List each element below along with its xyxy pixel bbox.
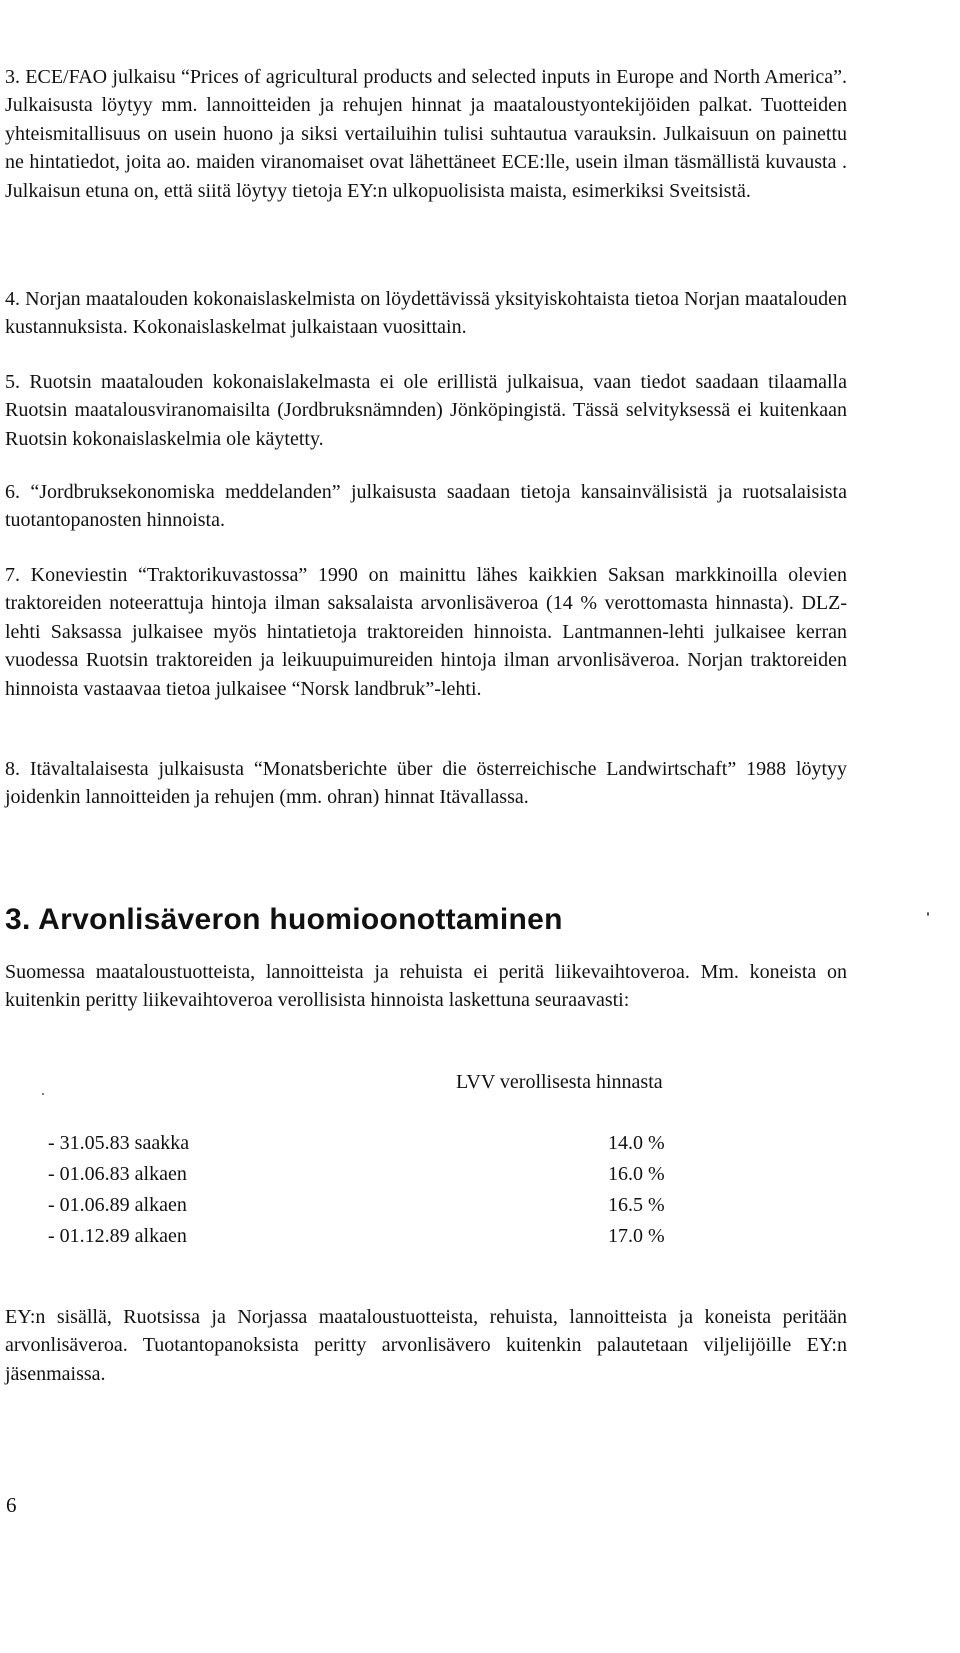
scan-speck [42, 1093, 44, 1095]
vat-period: - 01.12.89 alkaen [48, 1225, 187, 1247]
paragraph-item-6: 6. “Jordbruksekonomiska meddelanden” julkaisusta saadaan tietoja kansainvälisistä ja ruotsalaisista tuotantopanosten hinnoista. [5, 481, 847, 532]
table-row [48, 1221, 688, 1252]
table-row [48, 1190, 688, 1221]
vat-rate: 16.5 % [608, 1194, 665, 1216]
scan-speck [927, 912, 929, 916]
table-row [48, 1128, 688, 1159]
paragraph-item-3: 3. ECE/FAO julkaisu “Prices of agricultural products and selected inputs in Europe and North America”. Julkaisusta löytyy mm. lannoitteiden ja rehujen hinnat ja maataloustyontekijöiden palkat. Tuotteiden yhteismitallisuus on usein huono ja siksi vertailuihin tulisi suhtautua varauksin. Julkaisuun on painettu ne hintatiedot, joita ao. maiden viranomaiset ovat lähettäneet ECE:lle, usein ilman täsmällistä kuvausta . Julkaisun etuna on, että siitä löytyy tietoja EY:n ulkopuolisista maista, esimerkiksi Sveitsistä. [5, 66, 847, 202]
vat-column-header: LVV verollisesta hinnasta [456, 1071, 663, 1093]
paragraph-item-7: 7. Koneviestin “Traktorikuvastossa” 1990 on mainittu lähes kaikkien Saksan markkinoilla olevien traktoreiden noteerattuja hintoja ilman saksalaista arvonlisäveroa (14 % verottomasta hinnasta). DLZ-lehti Saksassa julkaisee myös hintatietoja traktoreiden hinnoista. Lantmannen-lehti julkaisee kerran vuodessa Ruotsin traktoreiden ja leikuupuimureiden hintoja ilman arvonlisäveroa. Norjan traktoreiden hinnoista vastaavaa tietoa julkaisee “Norsk landbruk”-lehti. [5, 564, 847, 700]
vat-rate: 16.0 % [608, 1163, 665, 1185]
vat-period: - 01.06.89 alkaen [48, 1194, 187, 1216]
page-number: 6 [6, 1493, 17, 1517]
section-heading: 3. Arvonlisäveron huomioonottaminen [5, 903, 563, 936]
section-intro: Suomessa maataloustuotteista, lannoitteista ja rehuista ei peritä liikevaihtoveroa. Mm. koneista on kuitenkin peritty liikevaihtoveroa verollisista hinnoista laskettuna seuraavasti: [5, 961, 847, 1012]
vat-period: - 31.05.83 saakka [48, 1132, 190, 1154]
vat-rate: 17.0 % [608, 1225, 665, 1247]
vat-rate-table [48, 1128, 688, 1252]
vat-period: - 01.06.83 alkaen [48, 1163, 187, 1185]
paragraph-item-8: 8. Itävaltalaisesta julkaisusta “Monatsberichte über die österreichische Landwirtschaft” 1988 löytyy joidenkin lannoitteiden ja rehujen (mm. ohran) hinnat Itävallassa. [5, 758, 847, 809]
paragraph-item-5: 5. Ruotsin maatalouden kokonaislakelmasta ei ole erillistä julkaisua, vaan tiedot saadaan tilaamalla Ruotsin maatalousviranomaisilta (Jordbruksnämnden) Jönköpingistä. Tässä selvityksessä ei kuitenkaan Ruotsin kokonaislaskelmia ole käytetty. [5, 371, 847, 450]
closing-paragraph: EY:n sisällä, Ruotsissa ja Norjassa maataloustuotteista, rehuista, lannoitteista ja koneista peritään arvonlisäveroa. Tuotantopanoksista peritty arvonlisävero kuitenkin palautetaan viljelijöille EY:n jäsenmaissa. [5, 1306, 847, 1385]
paragraph-item-4: 4. Norjan maatalouden kokonaislaskelmista on löydettävissä yksityiskohtaista tietoa Norjan maatalouden kustannuksista. Kokonaislaskelmat julkaistaan vuosittain. [5, 288, 847, 339]
vat-rate: 14.0 % [608, 1132, 665, 1154]
table-row [48, 1159, 688, 1190]
